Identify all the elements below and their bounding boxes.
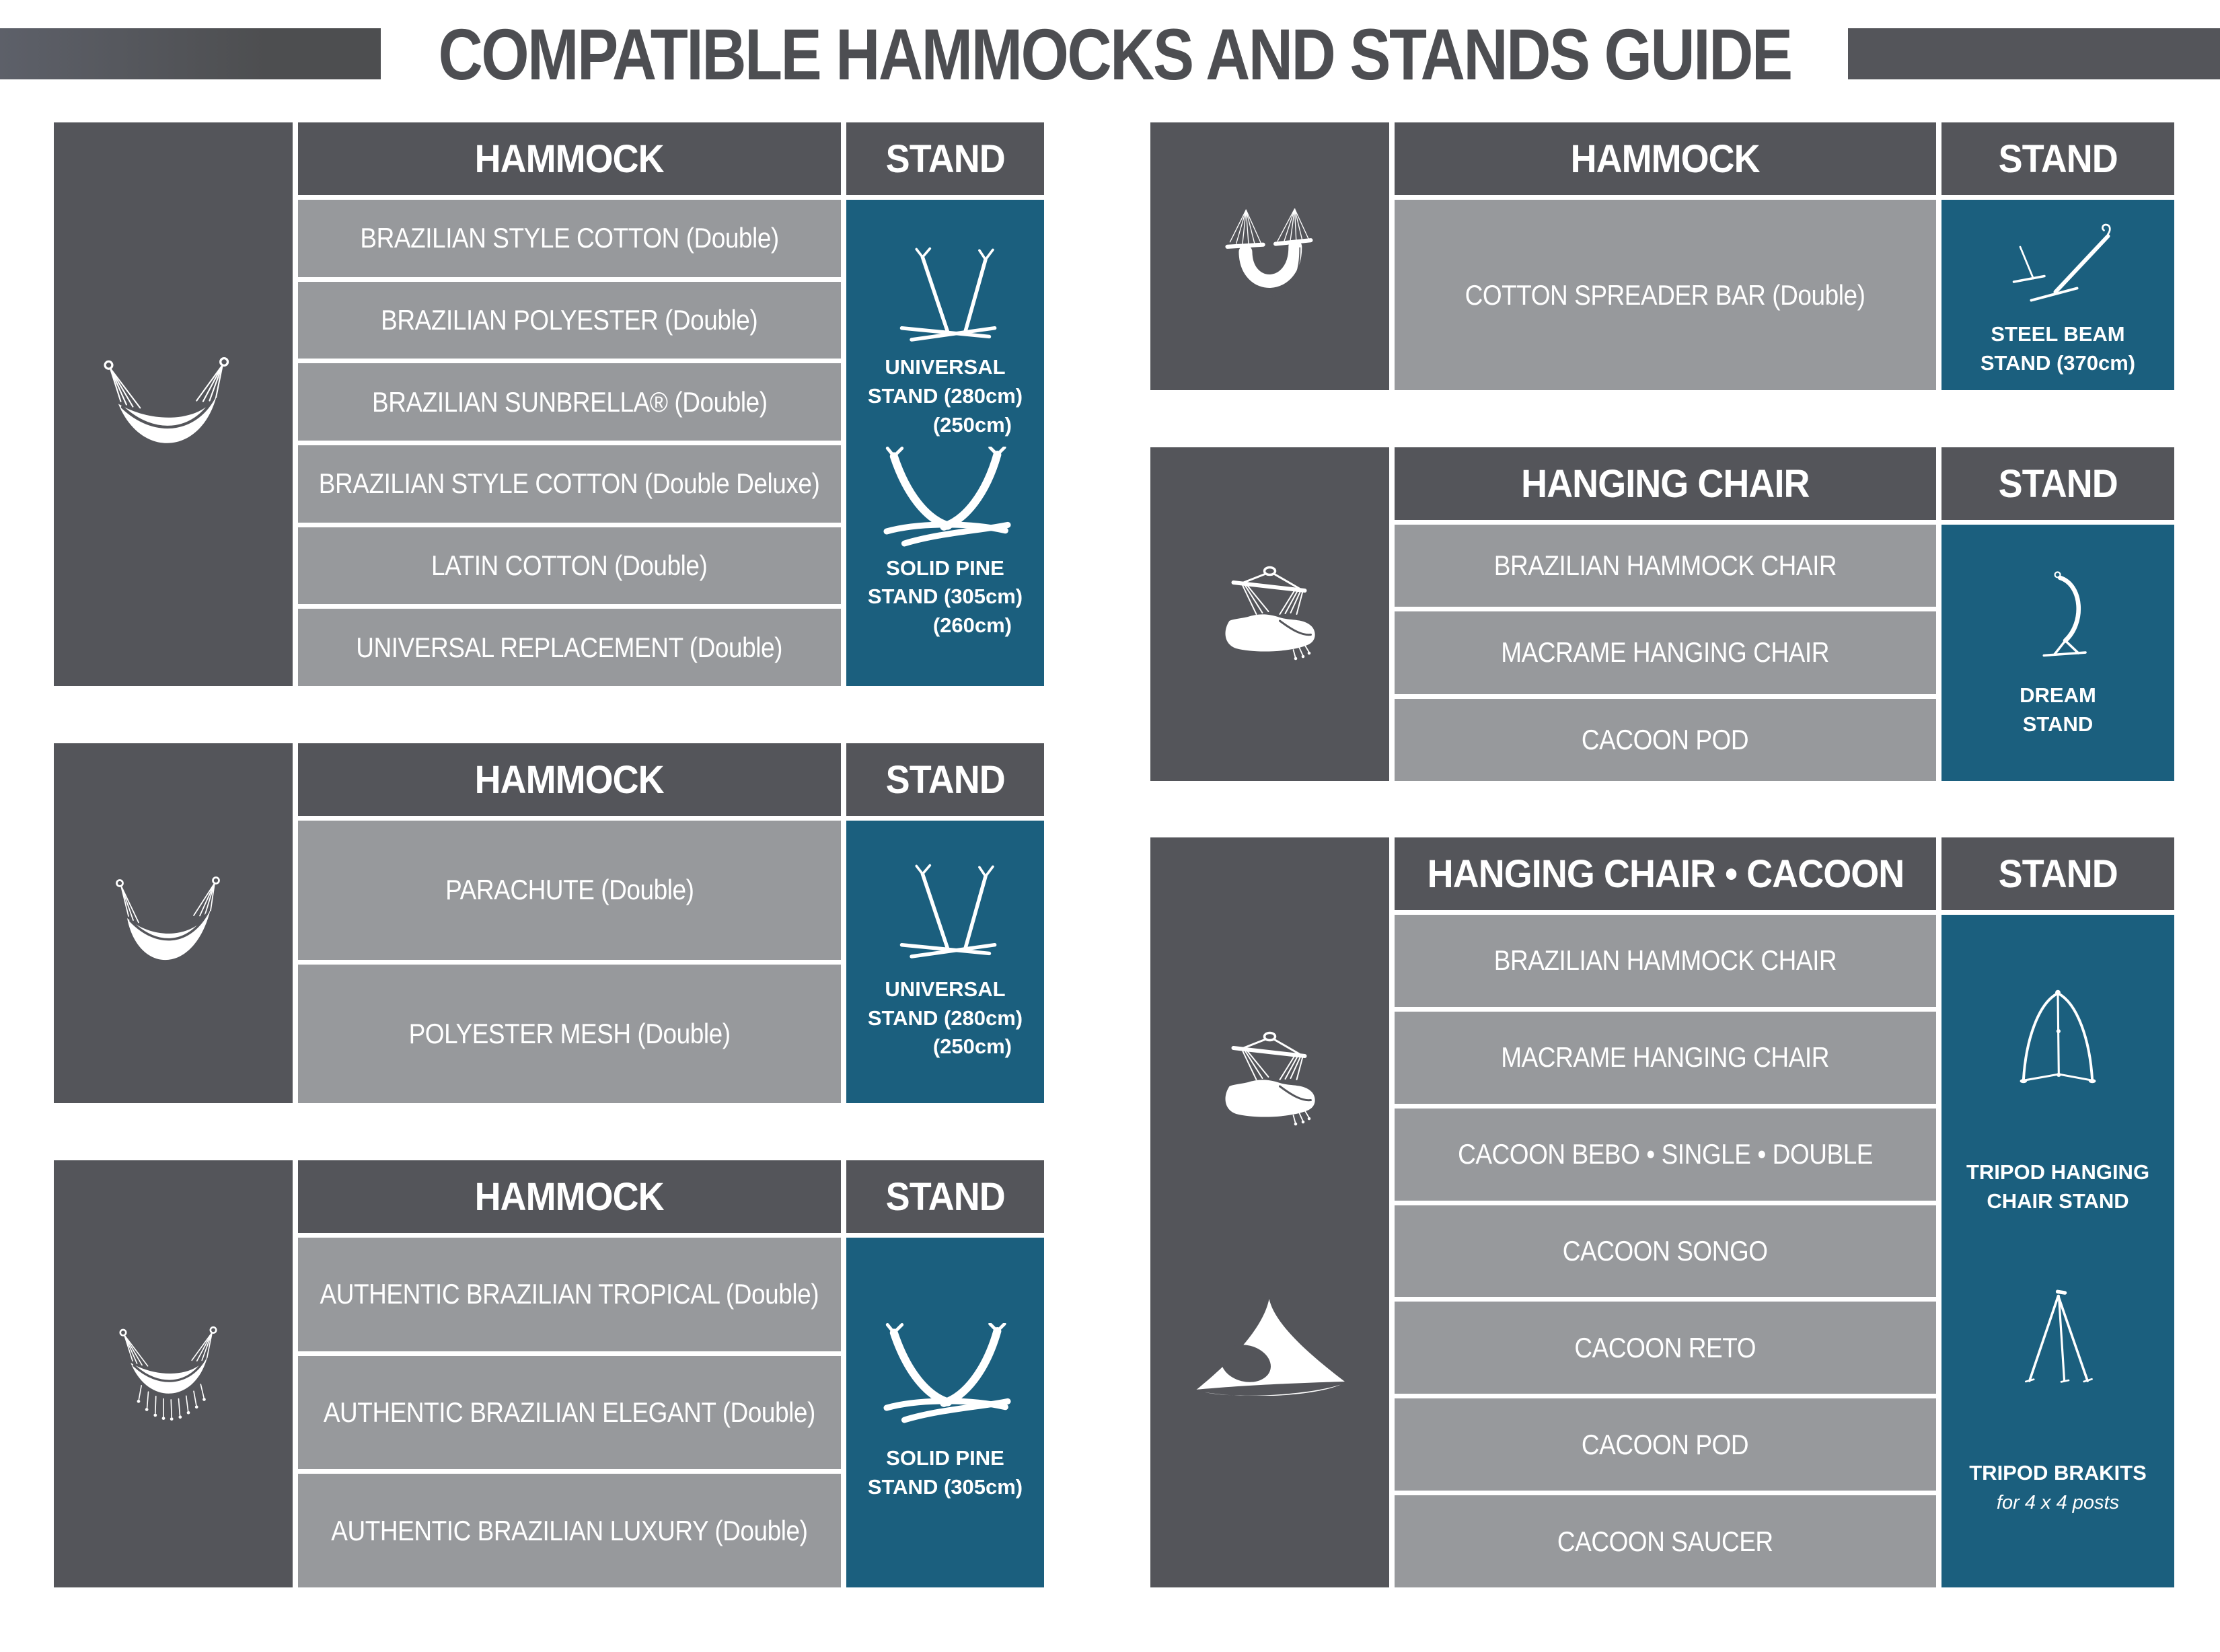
steel-beam-stand-icon <box>1987 213 2129 313</box>
table-row <box>1395 200 1936 390</box>
hammock-column-header: HAMMOCK <box>298 1160 841 1233</box>
table-brazilian-hammocks <box>54 122 1044 686</box>
hammock-column-header: HAMMOCK <box>298 122 841 195</box>
row-label: AUTHENTIC BRAZILIAN ELEGANT (Double) <box>323 1396 816 1428</box>
hammock-rows <box>298 200 841 686</box>
stand-label <box>1941 681 2174 739</box>
stand-panel <box>846 200 1044 686</box>
title-part: GUIDE <box>1588 13 1791 95</box>
hammock-rows <box>298 821 841 1103</box>
hanging-chair-icon <box>1197 1029 1342 1130</box>
stand-panel <box>1941 200 2174 390</box>
row-label: BRAZILIAN HAMMOCK CHAIR <box>1493 944 1837 977</box>
table-hanging-chair-cacoon <box>1150 837 2174 1587</box>
row-label: CACOON SONGO <box>1563 1235 1768 1267</box>
row-label: COTTON SPREADER BAR (Double) <box>1465 278 1865 311</box>
hammock-illustration-box <box>1150 122 1389 390</box>
hammock-illustration-box <box>54 1160 293 1587</box>
fringed-hammock-icon <box>73 1324 274 1425</box>
hammock-column-header: HAMMOCK <box>1395 122 1936 195</box>
stand-column-header: STAND <box>1941 837 2174 910</box>
row-label: UNIVERSAL REPLACEMENT (Double) <box>356 631 783 663</box>
table-row <box>298 200 841 277</box>
table-row <box>1395 1495 1936 1587</box>
stand-panel <box>1941 915 2174 1587</box>
tripod-hanging-chair-stand-icon <box>1976 986 2139 1087</box>
row-label: MACRAME HANGING CHAIR <box>1501 636 1830 669</box>
page-title <box>381 0 1848 108</box>
stand-label-line: (250cm) <box>932 1035 1012 1059</box>
table-row <box>298 445 841 523</box>
stand-label-line: (260cm) <box>932 613 1012 638</box>
table-row <box>298 965 841 1104</box>
row-label: CACOON BEBO • SINGLE • DOUBLE <box>1458 1138 1873 1170</box>
stand-column <box>846 122 1044 686</box>
table-hanging-chairs <box>1150 447 2174 781</box>
title-bar-left-block <box>0 28 381 79</box>
row-label: AUTHENTIC BRAZILIAN LUXURY (Double) <box>331 1514 808 1546</box>
hanging-chair-cacoon-column-header: HANGING CHAIR • CACOON <box>1395 837 1936 910</box>
solid-pine-stand-icon <box>858 447 1032 548</box>
stand-label-line: TRIPOD HANGING <box>1966 1160 2150 1184</box>
table-row <box>298 527 841 605</box>
row-label: BRAZILIAN HAMMOCK CHAIR <box>1493 550 1837 582</box>
table-spreader-bar-hammock <box>1150 122 2174 390</box>
stand-label-line: STAND (305cm) <box>867 1475 1023 1499</box>
stand-label-line: STAND (305cm) <box>867 585 1023 609</box>
hanging-chair-cacoon-column <box>1395 837 1936 1587</box>
stand-column <box>846 743 1044 1103</box>
stand-label-line: UNIVERSAL <box>885 977 1006 1001</box>
table-row <box>1395 611 1936 693</box>
stand-label <box>1941 1459 2174 1516</box>
row-label: CACOON SAUCER <box>1557 1525 1773 1557</box>
stand-label <box>1941 1158 2174 1216</box>
stand-column-header: STAND <box>1941 122 2174 195</box>
stand-column <box>846 1160 1044 1587</box>
stand-label-line: CHAIR STAND <box>1987 1189 2129 1213</box>
hammock-column <box>298 122 841 686</box>
stand-label-line: STAND (280cm) <box>867 383 1023 408</box>
hanging-chair-icon <box>1204 564 1335 665</box>
stand-column <box>1941 837 2174 1587</box>
title-part: AND <box>1192 13 1349 95</box>
row-label: CACOON RETO <box>1574 1331 1756 1363</box>
stand-label <box>846 1444 1044 1502</box>
stand-column-header: STAND <box>846 1160 1044 1233</box>
hammock-rows <box>1395 200 1936 390</box>
hammock-rows <box>298 1238 841 1587</box>
hanging-chair-illustration-box <box>1150 447 1389 781</box>
table-row <box>1395 915 1936 1007</box>
row-label: LATIN COTTON (Double) <box>431 550 708 582</box>
stand-label-line: STAND (370cm) <box>1980 350 2136 375</box>
stand-column-header: STAND <box>1941 447 2174 520</box>
hanging-chair-rows <box>1395 525 1936 781</box>
hammock-column-header: HAMMOCK <box>298 743 841 816</box>
table-row <box>298 282 841 359</box>
hammock-column <box>298 743 841 1103</box>
hammock-column <box>1395 122 1936 390</box>
title-bar-right-block <box>1848 28 2220 79</box>
table-authentic-brazilian-hammocks <box>54 1160 1044 1587</box>
row-label: BRAZILIAN STYLE COTTON (Double) <box>360 222 779 254</box>
stand-panel <box>846 821 1044 1103</box>
title-part-bold: HAMMOCKS <box>835 13 1193 95</box>
dream-stand-icon <box>2008 567 2108 668</box>
row-label: PARACHUTE (Double) <box>445 874 694 906</box>
stand-label-line: SOLID PINE <box>886 1446 1004 1470</box>
table-row <box>298 1474 841 1587</box>
stand-label <box>846 554 1044 640</box>
stand-panel <box>846 1238 1044 1587</box>
stand-label <box>1941 320 2174 378</box>
row-label: BRAZILIAN STYLE COTTON (Double Deluxe) <box>319 467 820 500</box>
stand-label-line: DREAM <box>2020 683 2096 707</box>
table-row <box>298 1356 841 1470</box>
stand-label-line: SOLID PINE <box>886 556 1004 580</box>
stand-label-line: STAND <box>2022 712 2094 736</box>
hammock-icon <box>73 873 274 974</box>
stand-column <box>1941 122 2174 390</box>
tripod-brakits-icon <box>1983 1287 2134 1388</box>
stand-label-line: STEEL BEAM <box>1991 322 2125 346</box>
stand-label-line: STAND (280cm) <box>867 1006 1023 1030</box>
table-row <box>298 1238 841 1351</box>
solid-pine-stand-icon <box>858 1323 1032 1424</box>
hammock-icon <box>71 354 276 455</box>
table-row <box>1395 525 1936 607</box>
row-label: CACOON POD <box>1582 1428 1749 1460</box>
stand-label-line: (250cm) <box>932 412 1012 437</box>
row-label: POLYESTER MESH (Double) <box>408 1017 731 1049</box>
hanging-chair-cacoon-rows <box>1395 915 1936 1587</box>
title-part: COMPATIBLE <box>437 13 836 95</box>
hanging-chair-column-header: HANGING CHAIR <box>1395 447 1936 520</box>
table-parachute-hammocks <box>54 743 1044 1103</box>
stand-column-header: STAND <box>846 743 1044 816</box>
hammock-illustration-box <box>54 743 293 1103</box>
stand-label-line: TRIPOD BRAKITS <box>1969 1461 2147 1485</box>
table-row <box>1395 699 1936 781</box>
table-row <box>1395 1012 1936 1104</box>
table-row <box>298 609 841 686</box>
row-label: CACOON POD <box>1582 723 1749 755</box>
row-label: AUTHENTIC BRAZILIAN TROPICAL (Double) <box>320 1278 819 1310</box>
row-label: BRAZILIAN POLYESTER (Double) <box>381 304 758 336</box>
row-label: BRAZILIAN SUNBRELLA® (Double) <box>371 385 768 418</box>
spreader-bar-hammock-icon <box>1169 206 1371 307</box>
table-row <box>1395 1302 1936 1394</box>
stand-panel <box>1941 525 2174 781</box>
table-row <box>1395 1205 1936 1298</box>
hanging-chair-cacoon-illustration-box <box>1150 837 1389 1587</box>
stand-column <box>1941 447 2174 781</box>
title-part-bold: STANDS <box>1349 13 1589 95</box>
hanging-chair-column <box>1395 447 1936 781</box>
table-row <box>1395 1109 1936 1201</box>
stand-label <box>846 975 1044 1061</box>
stand-column-header: STAND <box>846 122 1044 195</box>
row-label: MACRAME HANGING CHAIR <box>1501 1041 1830 1074</box>
hammock-column <box>298 1160 841 1587</box>
table-row <box>298 363 841 441</box>
universal-stand-icon <box>864 246 1027 346</box>
stand-label-line: UNIVERSAL <box>885 355 1006 379</box>
cacoon-icon <box>1182 1295 1358 1396</box>
stand-label <box>846 353 1044 439</box>
page-title-text <box>438 12 1791 96</box>
table-row <box>298 821 841 960</box>
hammock-illustration-box <box>54 122 293 686</box>
table-row <box>1395 1398 1936 1491</box>
universal-stand-icon <box>864 862 1027 963</box>
stand-note: for 4 x 4 posts <box>1996 1492 2120 1514</box>
